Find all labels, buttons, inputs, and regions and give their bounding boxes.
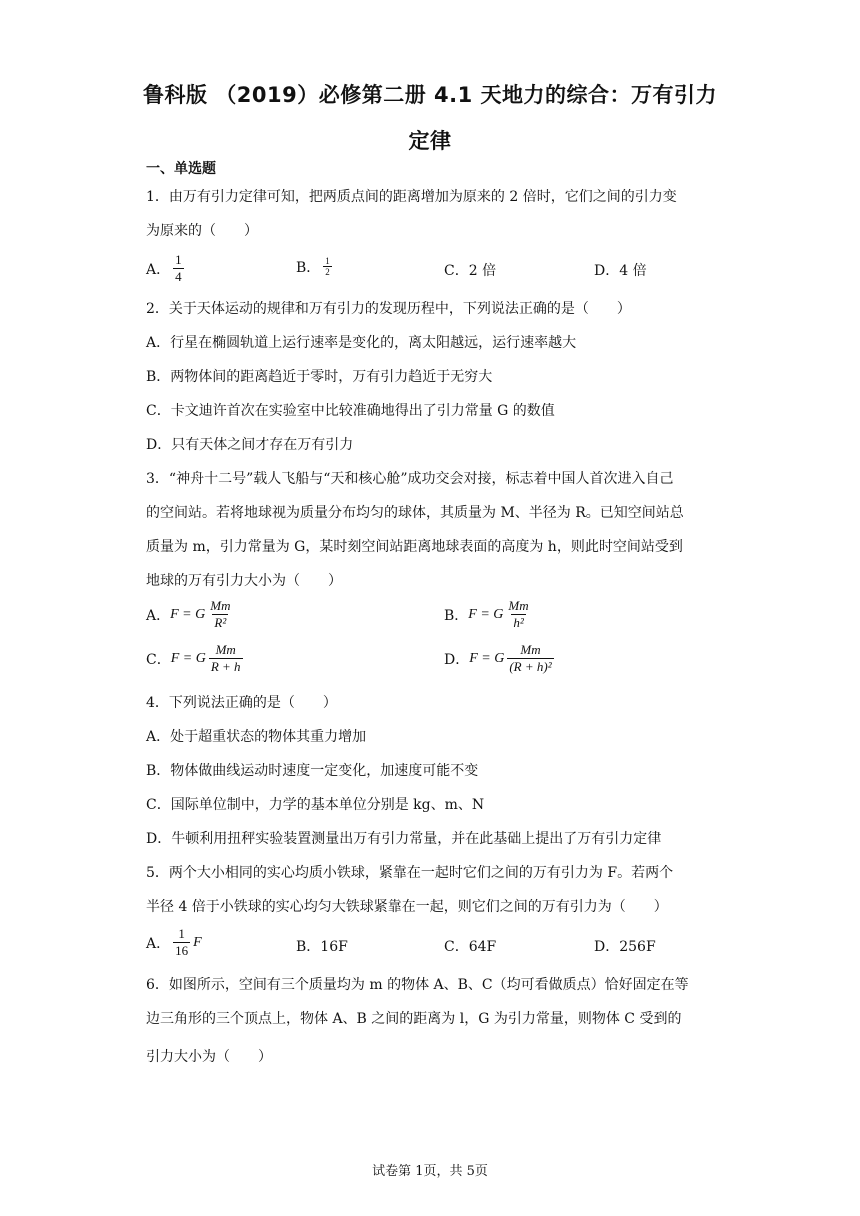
q3-option-c xyxy=(146,642,246,675)
section-heading: 一、单选题 xyxy=(146,161,216,177)
fraction xyxy=(507,642,553,675)
numerator: 1 xyxy=(178,926,185,941)
fraction xyxy=(173,926,190,959)
q1-option-c: C．2 倍 xyxy=(444,263,497,279)
option-label: A． xyxy=(146,261,171,278)
option-label: B． xyxy=(444,607,469,624)
fraction xyxy=(208,598,232,631)
denominator: h² xyxy=(513,615,524,630)
formula xyxy=(170,598,235,631)
q5-stem-line-2: 半径 4 倍于小铁球的实心均匀大铁球紧靠在一起，则它们之间的万有引力为（ ） xyxy=(146,899,668,915)
denominator: R + h xyxy=(210,659,241,674)
numerator: Mm xyxy=(210,598,231,613)
q2-option-b: B．两物体间的距离趋近于零时，万有引力趋近于无穷大 xyxy=(146,369,493,385)
fraction xyxy=(506,598,530,631)
denominator: 2 xyxy=(325,267,330,277)
formula-lhs: F = G xyxy=(468,606,504,622)
q5-stem-line-1: 5．两个大小相同的实心均质小铁球，紧靠在一起时它们之间的万有引力为 F。若两个 xyxy=(146,865,674,881)
numerator: Mm xyxy=(508,598,529,613)
q1-stem-line-2: 为原来的（ ） xyxy=(146,223,258,239)
fraction xyxy=(173,252,184,285)
numerator: 1 xyxy=(325,256,330,266)
q5-option-d: D．256F xyxy=(594,939,656,955)
q6-stem-line-2: 边三角形的三个顶点上，物体 A、B 之间的距离为 l，G 为引力常量，则物体 C 受到的 xyxy=(146,1011,682,1027)
q1-option-a xyxy=(146,252,187,285)
q3-stem-line-2: 的空间站。若将地球视为质量分布均匀的球体，其质量为 M、半径为 R。已知空间站总 xyxy=(146,505,684,521)
denominator: (R + h)² xyxy=(509,659,552,674)
formula-lhs: F = G xyxy=(469,650,505,666)
q3-stem-line-1: 3．“神舟十二号”载人飞船与“天和核心舱”成功交会对接，标志着中国人首次进入自己 xyxy=(146,471,674,487)
q5-option-c: C．64F xyxy=(444,939,497,955)
fraction xyxy=(209,642,243,675)
denominator: 4 xyxy=(175,269,182,284)
numerator: 1 xyxy=(175,252,182,267)
numerator: Mm xyxy=(520,642,541,657)
title-line-2: 定律 xyxy=(408,129,452,153)
document-title xyxy=(100,72,760,164)
q3-option-a xyxy=(146,598,235,631)
title-line-1: 鲁科版 （2019）必修第二册 4.1 天地力的综合：万有引力 xyxy=(142,83,718,107)
q4-stem: 4．下列说法正确的是（ ） xyxy=(146,695,337,711)
q5-option-b: B．16F xyxy=(296,939,348,955)
q6-stem-line-3: 引力大小为（ ） xyxy=(146,1049,272,1065)
q5-option-a xyxy=(146,926,202,959)
q2-stem: 2．关于天体运动的规律和万有引力的发现历程中，下列说法正确的是（ ） xyxy=(146,301,631,317)
option-label: A． xyxy=(146,607,171,624)
q1-option-b xyxy=(296,256,335,277)
formula-lhs: F = G xyxy=(170,606,206,622)
formula xyxy=(468,598,533,631)
q4-option-c: C．国际单位制中，力学的基本单位分别是 kg、m、N xyxy=(146,797,485,813)
q3-option-b xyxy=(444,598,534,631)
formula xyxy=(171,642,246,675)
q2-option-c: C．卡文迪许首次在实验室中比较准确地得出了引力常量 G 的数值 xyxy=(146,403,555,419)
option-label: A． xyxy=(146,935,171,952)
q2-option-a: A．行星在椭圆轨道上运行速率是变化的，离太阳越远，运行速率越大 xyxy=(146,335,577,351)
option-label: C． xyxy=(146,651,171,668)
q3-stem-line-4: 地球的万有引力大小为（ ） xyxy=(146,573,342,589)
variable: F xyxy=(193,934,202,950)
option-label: B． xyxy=(296,259,321,276)
q1-option-d: D．4 倍 xyxy=(594,263,647,279)
formula xyxy=(469,642,556,675)
fraction xyxy=(323,256,332,277)
q4-option-b: B．物体做曲线运动时速度一定变化，加速度可能不变 xyxy=(146,763,479,779)
q4-option-a: A．处于超重状态的物体其重力增加 xyxy=(146,729,367,745)
q3-stem-line-3: 质量为 m，引力常量为 G，某时刻空间站距离地球表面的高度为 h，则此时空间站受到 xyxy=(146,539,683,555)
q4-option-d: D．牛顿利用扭秤实验装置测量出万有引力常量，并在此基础上提出了万有引力定律 xyxy=(146,831,662,847)
q6-stem-line-1: 6．如图所示，空间有三个质量均为 m 的物体 A、B、C（均可看做质点）恰好固定在等 xyxy=(146,977,689,993)
q1-stem-line-1: 1．由万有引力定律可知，把两质点间的距离增加为原来的 2 倍时，它们之间的引力变 xyxy=(146,189,677,205)
formula-lhs: F = G xyxy=(170,650,206,666)
denominator: R² xyxy=(214,615,227,630)
page-footer: 试卷第 1页，共 5页 xyxy=(372,1164,488,1179)
numerator: Mm xyxy=(215,642,236,657)
q3-option-d xyxy=(444,642,557,675)
option-label: D． xyxy=(444,651,470,668)
denominator: 16 xyxy=(175,943,189,958)
q2-option-d: D．只有天体之间才存在万有引力 xyxy=(146,437,354,453)
